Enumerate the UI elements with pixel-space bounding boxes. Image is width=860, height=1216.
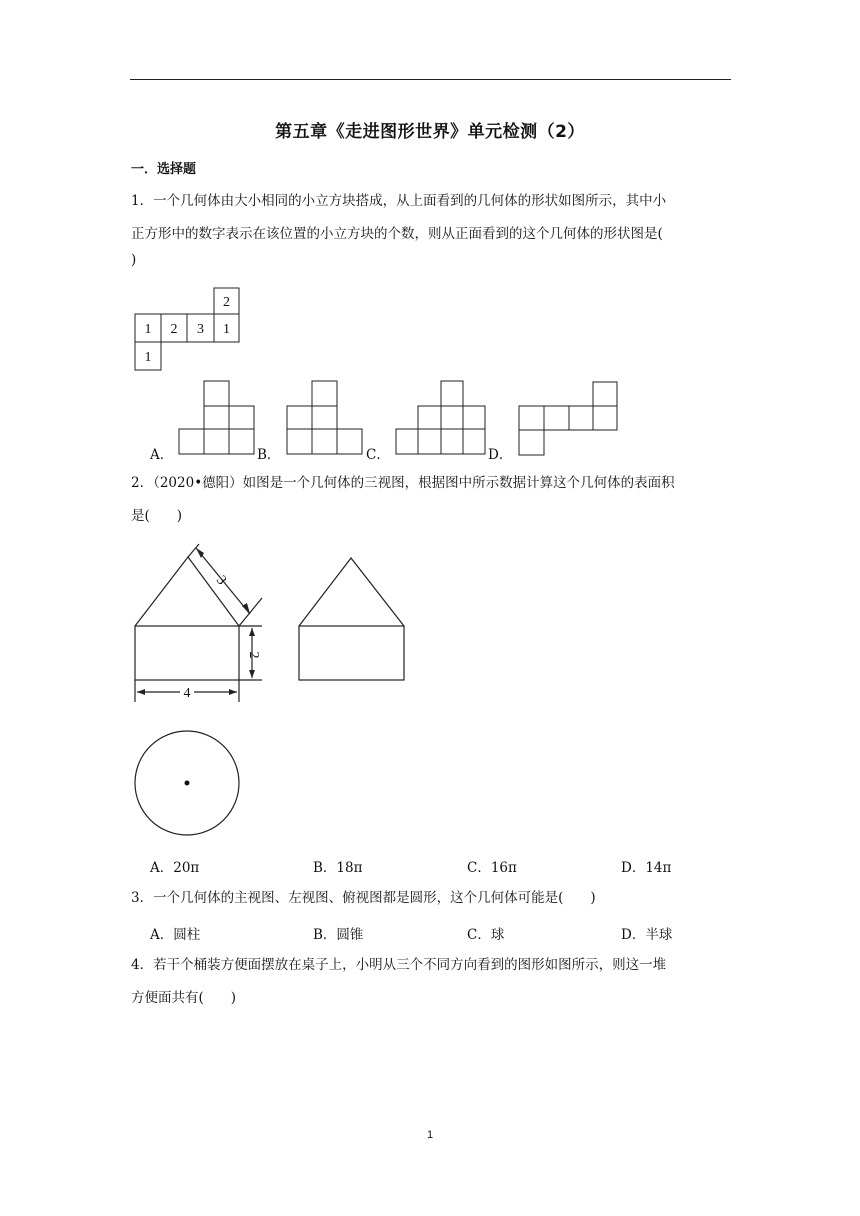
dimension-arrowheads — [137, 548, 255, 695]
q2-top-view — [135, 731, 239, 835]
q1-option-a-label[interactable]: A． — [150, 447, 174, 463]
question-2-line-1: 2．（2020•德阳）如图是一个几何体的三视图，根据图中所示数据计算这个几何体的表面积 — [131, 475, 675, 491]
q1-option-c-figure — [396, 381, 485, 454]
question-2-line-2: 是( ) — [131, 508, 183, 524]
grid-number: 1 — [144, 322, 152, 337]
question-3-text — [131, 882, 733, 915]
question-1-line-1: 1．一个几何体由大小相同的小立方块搭成，从上面看到的几何体的形状如图所示，其中小 — [131, 193, 667, 209]
q1-option-c-label[interactable]: C． — [366, 447, 390, 463]
q2-option-d[interactable]: D．14π — [621, 860, 672, 876]
question-1-line-2: 正方形中的数字表示在该位置的小立方块的个数，则从正面看到的这个几何体的形状图是( — [131, 226, 663, 242]
q1-option-d-label[interactable]: D． — [488, 447, 513, 463]
q3-option-d[interactable]: D．半球 — [621, 927, 673, 943]
question-4-line-2: 方便面共有( ) — [131, 990, 237, 1006]
grid-number: 2 — [170, 322, 178, 337]
question-2-text — [131, 467, 733, 533]
question-3-line-1: 3．一个几何体的主视图、左视图、俯视图都是圆形，这个几何体可能是( ) — [131, 890, 596, 906]
q2-option-a[interactable]: A．20π — [150, 860, 200, 876]
dimension-label-height: 2 — [246, 651, 261, 659]
q1-option-a-figure — [179, 381, 254, 454]
dimension-label-width: 4 — [183, 686, 191, 701]
q3-option-c[interactable]: C．球 — [467, 927, 505, 943]
q2-option-c[interactable]: C．16π — [467, 860, 517, 876]
page-number: 1 — [426, 1129, 434, 1141]
q2-option-b[interactable]: B．18π — [313, 860, 363, 876]
grid-number: 1 — [144, 350, 152, 365]
grid-number: 1 — [223, 322, 230, 337]
q3-option-a[interactable]: A．圆柱 — [150, 927, 201, 943]
q2-front-view — [135, 544, 262, 702]
dimension-label-slant: 3 — [212, 573, 229, 588]
question-4-line-1: 4．若干个桶装方便面摆放在桌子上，小明从三个不同方向看到的图形如图所示，则这一堆 — [131, 957, 667, 973]
q1-option-b-label[interactable]: B． — [257, 447, 281, 463]
section-heading: 一．选择题 — [131, 162, 197, 177]
q2-side-view — [299, 558, 404, 680]
q1-option-d-figure — [519, 382, 617, 455]
grid-number: 2 — [223, 295, 230, 310]
q1-option-b-figure — [287, 381, 362, 454]
question-1-line-3: ) — [131, 252, 137, 268]
page-title: 第五章《走进图形世界》单元检测（2） — [275, 122, 585, 142]
question-4-text — [131, 949, 733, 1015]
grid-number: 3 — [197, 322, 204, 337]
q3-option-b[interactable]: B．圆锥 — [313, 927, 364, 943]
